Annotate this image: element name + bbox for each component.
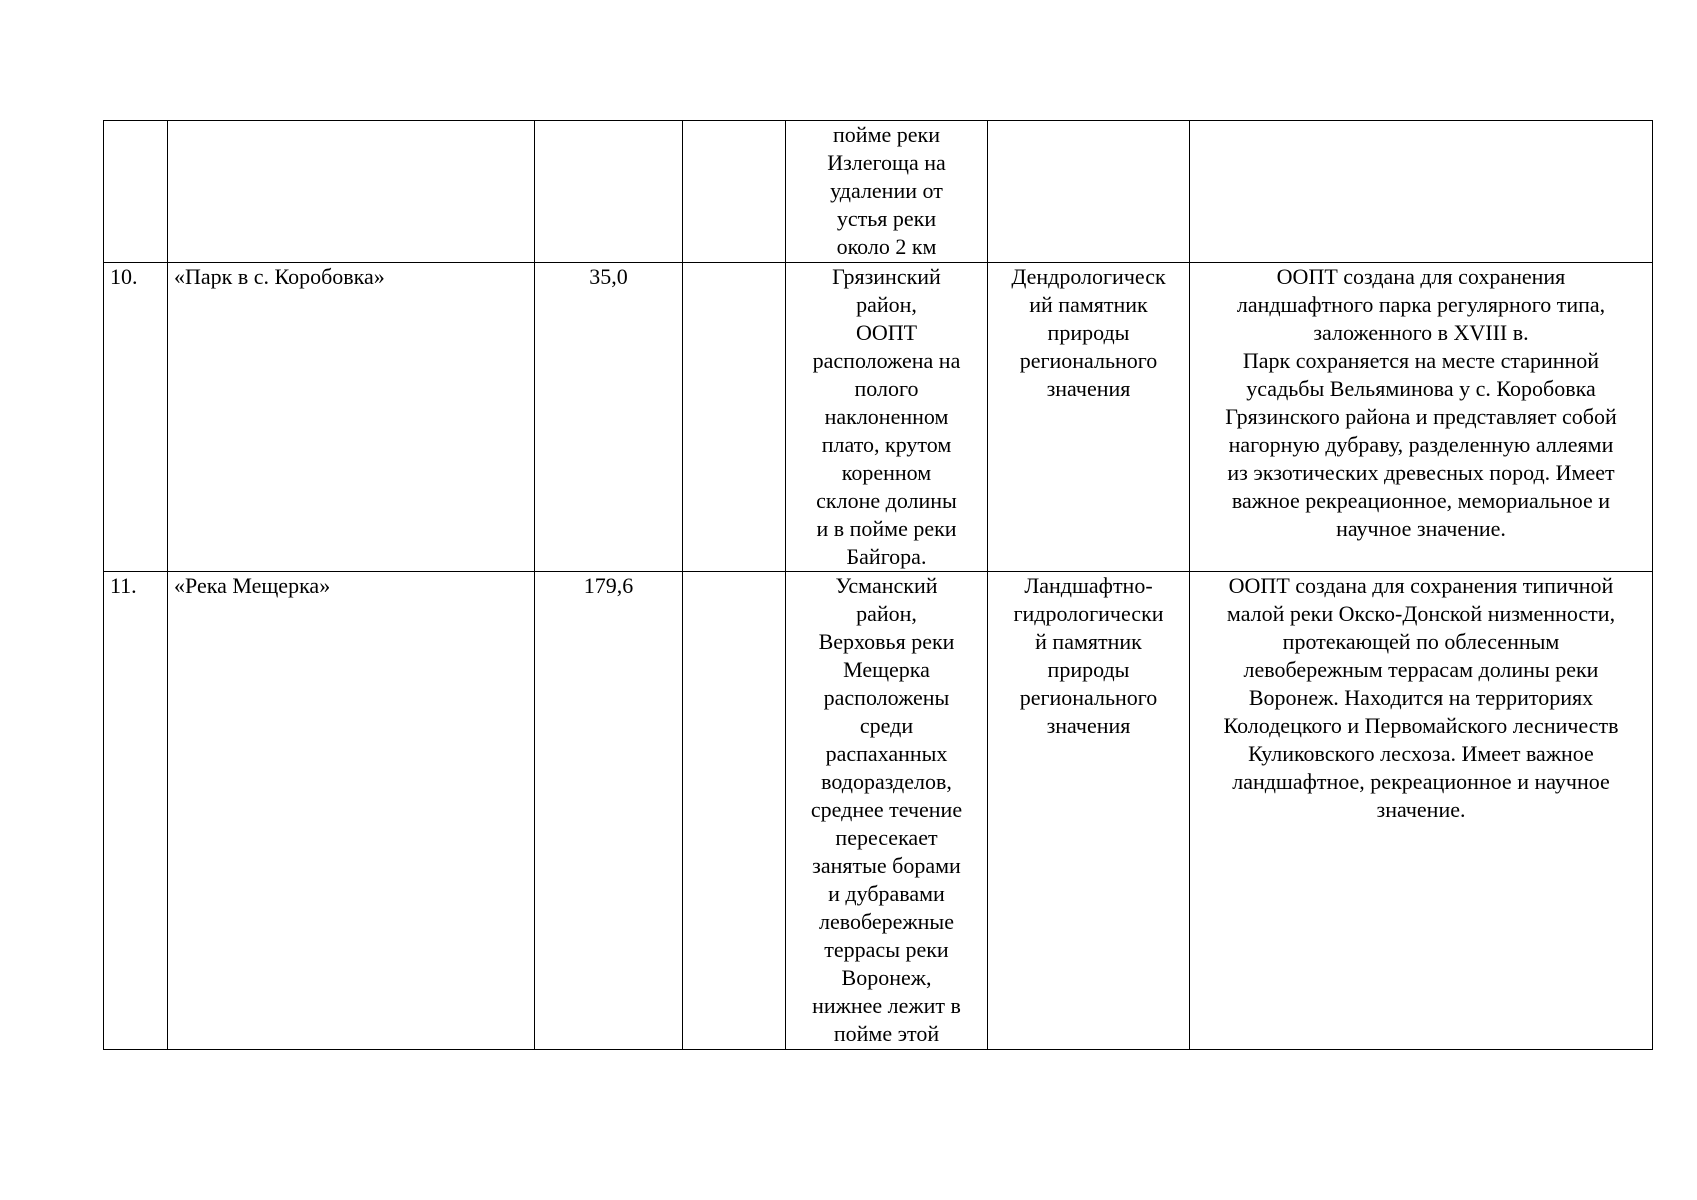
- row-number-cell: 11.: [104, 572, 168, 1050]
- table-row: [104, 121, 1653, 263]
- area-name-cell: «Река Мещерка»: [168, 572, 535, 1050]
- empty-cell: [683, 263, 786, 572]
- description-cell: [1190, 121, 1653, 263]
- area-name-cell: [168, 121, 535, 263]
- area-size-cell: [535, 121, 683, 263]
- category-cell: [988, 121, 1190, 263]
- empty-cell: [683, 572, 786, 1050]
- row-number-cell: [104, 121, 168, 263]
- row-number-cell: 10.: [104, 263, 168, 572]
- area-name-cell: «Парк в с. Коробовка»: [168, 263, 535, 572]
- description-cell: ООПТ создана для сохранения ландшафтного парка регулярного типа, заложенного в XVIII в. Парк сохраняется на месте старинной усадьбы Вельяминова у с. Коробовка Грязинского района и представляет собой нагорную дубраву, разделенную аллеями из экзотических древесных пород. Имеет важное рекреационное, мемориальное и научное значение.: [1190, 263, 1653, 572]
- table-row: [104, 263, 1653, 572]
- category-cell: Дендрологическ ий памятник природы регионального значения: [988, 263, 1190, 572]
- category-cell: Ландшафтно- гидрологически й памятник природы регионального значения: [988, 572, 1190, 1050]
- empty-cell: [683, 121, 786, 263]
- location-cell: пойме реки Излегоща на удалении от устья реки около 2 км: [786, 121, 988, 263]
- location-cell: Грязинский район, ООПТ расположена на полого наклоненном плато, крутом коренном склоне долины и в пойме реки Байгора.: [786, 263, 988, 572]
- table-row: [104, 572, 1653, 1050]
- description-cell: ООПТ создана для сохранения типичной малой реки Окско-Донской низменности, протекающей по облесенным левобережным террасам долины реки Воронеж. Находится на территориях Колодецкого и Первомайского лесничеств Куликовского лесхоза. Имеет важное ландшафтное, рекреационное и научное значение.: [1190, 572, 1653, 1050]
- location-cell: Усманский район, Верховья реки Мещерка расположены среди распаханных водоразделов, среднее течение пересекает занятые борами и дубравами левобережные террасы реки Воронеж, нижнее лежит в пойме этой: [786, 572, 988, 1050]
- area-size-cell: 179,6: [535, 572, 683, 1050]
- area-size-cell: 35,0: [535, 263, 683, 572]
- protected-areas-table: [103, 120, 1653, 1050]
